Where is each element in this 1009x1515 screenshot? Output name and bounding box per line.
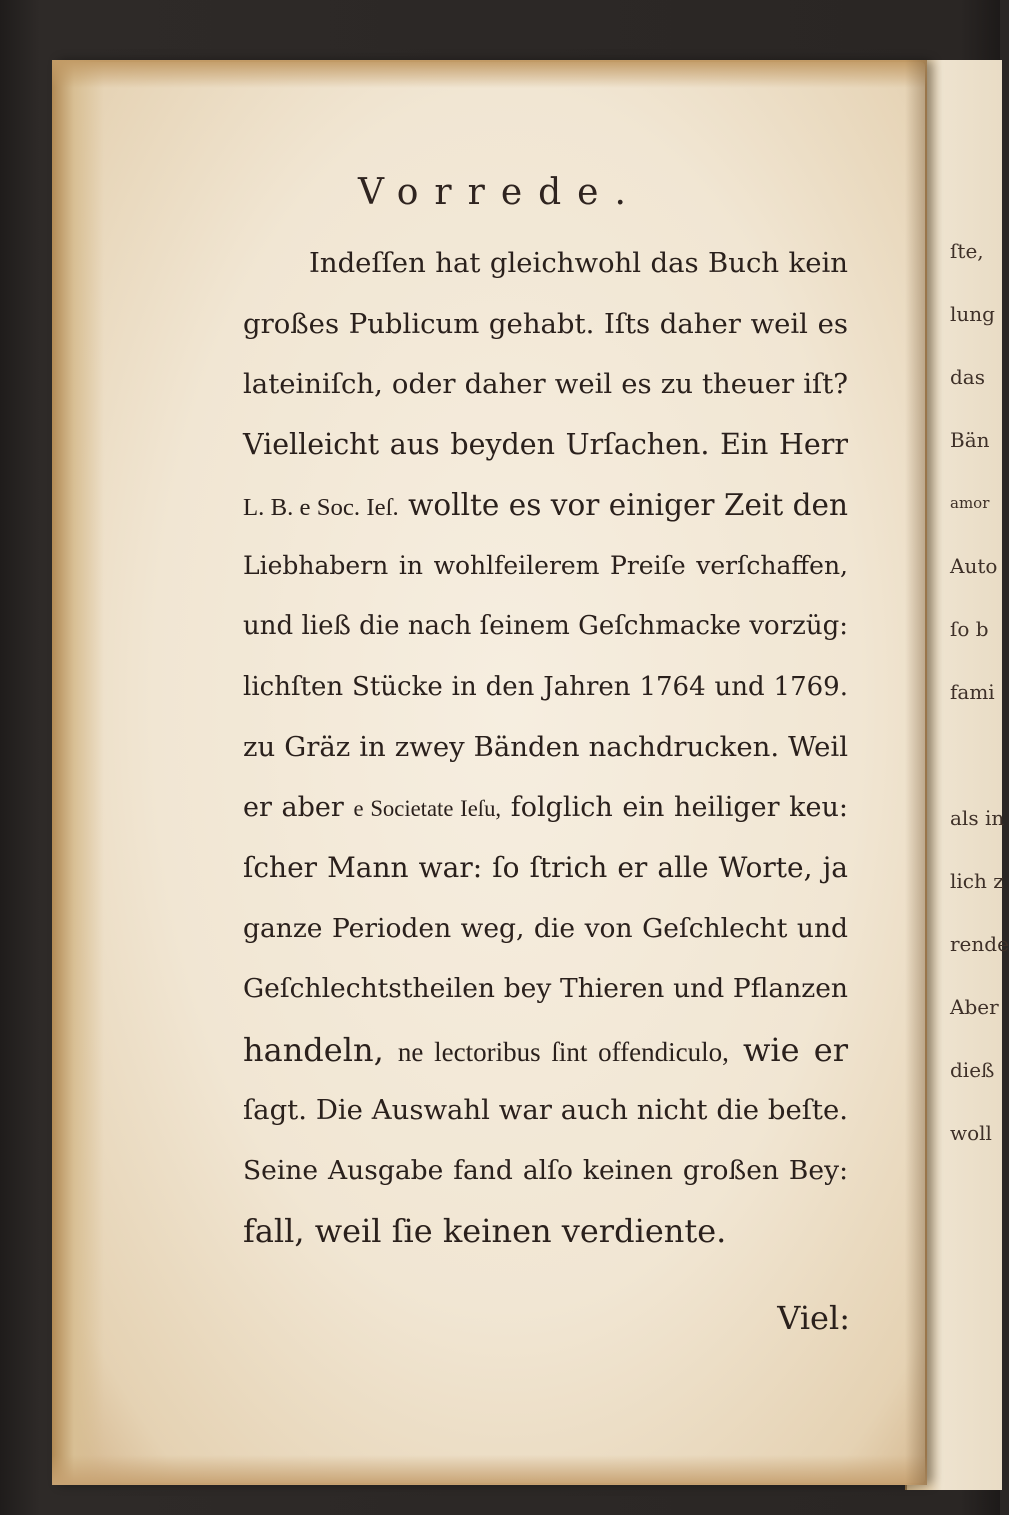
text-line-content: zu Gräz in zwey Bänden nachdrucken. Weil: [243, 731, 848, 763]
text-line-content: großes Publicum gehabt. Iſts daher weil es: [243, 307, 848, 340]
facing-page-fragment: amor: [950, 494, 990, 512]
text-line-content: handeln,: [243, 1030, 398, 1069]
facing-page-fragment: woll: [950, 1121, 992, 1145]
text-line-content: ganze Perioden weg, die von Geſchlecht und: [243, 912, 848, 944]
facing-page-fragment: rende: [950, 932, 1009, 956]
catchword: Viel:: [777, 1299, 850, 1337]
facing-page-fragment: lich z: [950, 869, 1004, 893]
running-head: Vorrede.: [358, 172, 642, 213]
text-line-content: folglich ein heiliger keu:: [501, 791, 848, 823]
text-line: [243, 536, 848, 597]
latin-phrase: ne lectoribus ſint offendiculo,: [397, 1036, 729, 1067]
facing-page-fragment: ſte,: [950, 239, 984, 263]
latin-phrase: e Societate Ieſu,: [353, 795, 502, 821]
text-line: [243, 233, 848, 294]
facing-page-fragment: Aber: [950, 995, 999, 1019]
facing-page-text: [950, 220, 1009, 1165]
facing-page-fragment: ſo b: [950, 617, 989, 641]
text-line: [243, 657, 848, 718]
text-line: [243, 1020, 848, 1081]
text-line: [243, 475, 848, 536]
text-line-content: wollte es vor einiger Zeit den: [398, 488, 848, 522]
text-line-content: ſagt. Die Auswahl war auch nicht die beſte.: [243, 1094, 848, 1126]
text-line: [243, 415, 848, 476]
text-line-content: Liebhabern in wohlfeilerem Preiſe verſchaffen,: [243, 550, 848, 580]
text-line: [243, 717, 848, 778]
facing-page-fragment: das: [950, 365, 985, 389]
facing-page-fragment: Bän: [950, 428, 990, 452]
facing-page-fragment: fami: [950, 680, 995, 704]
body-text: [243, 233, 848, 1262]
text-line: [243, 294, 848, 355]
text-line: [243, 959, 848, 1020]
latin-phrase: L. B. e Soc. Ieſ.: [243, 494, 399, 521]
text-line-content: lichſten Stücke in den Jahren 1764 und 1769.: [243, 671, 848, 702]
text-line: [243, 1201, 848, 1262]
text-line: [243, 899, 848, 960]
text-line-content: fall, weil ſie keinen verdiente.: [243, 1212, 727, 1250]
text-line: [243, 1080, 848, 1141]
text-line-content: Geſchlechtstheilen bey Thieren und Pflanzen: [243, 973, 848, 1004]
text-line-content: Vielleicht aus beyden Urſachen. Ein Herr: [243, 427, 848, 461]
facing-page-fragment: lung: [950, 302, 995, 326]
text-line-content: und ließ die nach ſeinem Geſchmacke vorzüg:: [243, 611, 848, 641]
text-line: [243, 354, 848, 415]
text-line-content: wie er: [728, 1030, 849, 1069]
text-line-content: Seine Ausgabe fand alſo keinen großen Bey:: [243, 1154, 848, 1186]
facing-page-fragment: dieß: [950, 1058, 995, 1082]
text-line: [243, 778, 848, 839]
text-line-content: lateiniſch, oder daher weil es zu theuer iſt?: [243, 368, 848, 400]
text-line: [243, 1141, 848, 1202]
facing-page-fragment: Auto: [950, 554, 998, 578]
facing-page-fragment: [950, 724, 998, 787]
text-line: [243, 838, 848, 899]
text-line-content: Indeſſen hat gleichwohl das Buch kein: [309, 247, 848, 279]
text-line-content: er aber: [243, 791, 354, 823]
text-line: [243, 596, 848, 657]
facing-page-fragment: als in: [950, 806, 1005, 830]
text-line-content: ſcher Mann war: ſo ſtrich er alle Worte, ja: [243, 851, 848, 884]
